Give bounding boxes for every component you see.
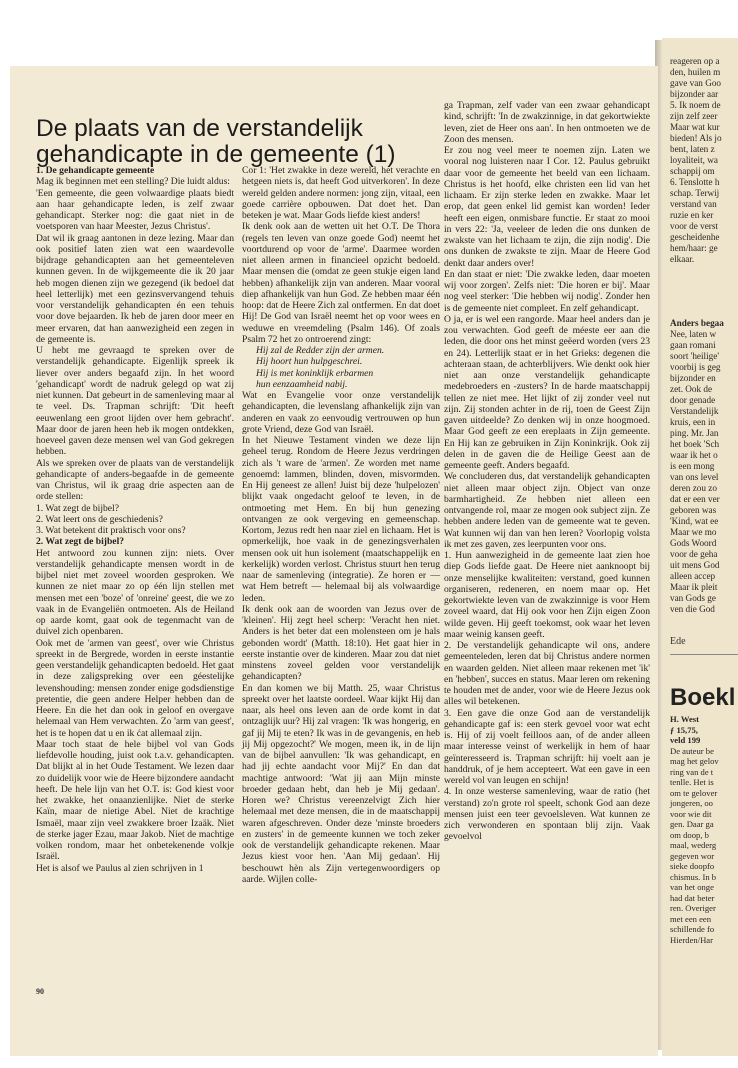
text-line: reageren op a [670, 56, 720, 66]
text-line: van Gods ge [670, 593, 716, 603]
poem-line: Hij hoort hun hulpgeschrei. [256, 356, 363, 368]
divider [670, 654, 738, 655]
text-line: bent, laten z [670, 144, 715, 154]
paragraph: Dat wil ik graag aantonen in deze lezing. Maar dan ook positief laten zien wat een waardevolle bijdrage gehandicapten aan het gemeenteleven kunnen geven. In de wijkgemeente die ik 20 jaar heb mogen dienen zijn we gezegend (ik bedoel dat heel letterlijk) met een gezinsvervangend tehuis voor verstandelijk gehandicapten én een tehuis voor dove bejaarden. Ik heb de jaren door meer en meer ervaren, dat han aanwezigheid een zegen in de gemeente is. [36, 232, 234, 345]
text-line: gen. Daar ga [670, 819, 714, 829]
text-line: ruzie en ker [670, 210, 714, 220]
paragraph: Wat en Evangelie voor onze verstandelijk gehandicapten, die levenslang afhankelijk zijn van anderen en vaak zo eenvoudig vertrouwen op hun grote Vriend, deze God van Israël. [242, 390, 440, 435]
text-line: soort 'heilige' [670, 351, 719, 361]
text-line: Maar ik pleit [670, 582, 718, 592]
text-line: is een mong [670, 461, 715, 471]
text-line: gaan romani [670, 340, 716, 350]
text-line: gescheidenhe [670, 232, 720, 242]
text-line: zet. Ook de [670, 384, 713, 394]
adjacent-fragment-1 [670, 56, 738, 265]
text-line: Maar we mo [670, 527, 717, 537]
text-line: ping. Mr. Jan [670, 428, 719, 438]
text-line: het boek 'Sch [670, 439, 720, 449]
paragraph: In het Nieuwe Testament vinden we deze lijn geheel terug. Rondom de Heere Jezus verdringen zich als 't ware de 'armen'. Ze worden met name genoemd: lammen, blinden, doven, misvormden. En Hij geneest ze allen! Juist bij deze 'hulpelozen' blijkt vaak ongedacht geloof te leven, in de ontmoeting met Hem. En bij hun genezing ontvangen ze ook vergeving en gemeenschap. Kortom, Jezus redt hen naar ziel en lichaam. Het is opmerkelijk, hoe vaak in de genezingsverhalen mensen ook uit hun isolement (maatschappelijk en kerkelijk) worden verlost. Christus stuurt hen terug naar de samenleving (integratie). Ze horen er — wat Hem betreft — helemaal bij als volwaardige leden. [242, 435, 440, 604]
poem-line: Hij is met koninklijk erbarmen [256, 367, 374, 379]
paragraph: U hebt me gevraagd te spreken over de verstandelijk gehandicapte. Eigenlijk spreek ik liever over anders begaafd zijn. In het woord 'gehandicapt' wordt de nadruk gelegd op wat zij niet kunnen. Dat gebeurt in de samenleving maar al te veel. Ds. Trapman schrijft: 'Dit heeft eeuwenlang een groot lijden over hem gebracht'. Maar door de jaren heen heb ik mogen ontdekken, hoeveel gaven deze mensen wel van God gekregen hebben. [36, 345, 234, 458]
text-line: Verstandelijk [670, 406, 719, 416]
paragraph: 1. Hun aanwezigheid in de gemeente laat zien hoe diep Gods liefde gaat. De Heere niet aanknoopt bij onze menselijke kwaliteiten: verstand, goed kunnen organiseren, redeneren, en noem maar op. Het gekortwiekte leven van de zwakzinnige is voor Hem zoveel waard, dat Hij ook voor hen Zijn eigen Zoon wilde geven. Hij geeft toekomst, ook waar het leven maar weinig kansen geeft. [444, 550, 650, 640]
text-line: elkaar. [670, 254, 695, 264]
text-line: bieden! Als jo [670, 133, 722, 143]
paragraph: Ook met de 'armen van geest', over wie Christus spreekt in de Bergrede, worden in eerste instantie geen verstandelijk gehandicapten bedoeld. Het gaat in deze zaligspreking over een géestelijke levenshouding: mensen zonder enige godsdienstige pretentie, die geen andere Helper hebben dan de Heere. En die het dan ook in geloof en overgave helemaal van Hem verwachten. Zo 'arm van geest', het is te hopen dat u en ik ćat allemaal zijn. [36, 637, 234, 739]
paragraph: O ja, er is wel een rangorde. Maar heel anders dan je zou verwachten. God geeft de méeste eer aan die leden, die door ons het minst geëerd worden (vers 23 en 24). Letterlijk staat er in het Grieks: degenen die achteraan staan, de achterblijvers. Wie denkt ook hier niet aan onze verstandelijk gehandicapte medebroeders en -zusters? In de harde maatschappij tellen ze niet mee. Het lijkt of zij zonder veel nut zijn. Zij stonden achter in de rij, toen de Geest Zijn gaven uitdeelde? Zo denken wij in onze hoogmoed. Maar God geeft ze een ereplaats in Zijn gemeente. En Hij kan ze gebruiken in Zijn Koninkrijk. Ook zij delen in de gaven die de Heilige Geest aan de gemeente geeft. Anders begaafd. [444, 313, 650, 471]
text-line: schillende fo [670, 924, 715, 934]
text-line: 5. Ik noem de [670, 100, 721, 110]
text-line: bijzonder en [670, 373, 716, 383]
text-line: den, huilen m [670, 67, 721, 77]
section-heading: 2. Wat zegt de bijbel? [36, 536, 125, 548]
text-line: jongeren, oo [670, 798, 713, 808]
adjacent-fragment-2-lines [670, 329, 738, 615]
text-line: van het onge [670, 882, 714, 892]
paragraph: Mag ik beginnen met een stelling? Die luidt aldus: [36, 176, 230, 188]
paragraph: ga Trapman, zelf vader van een zwaar gehandicapt kind, schrijft: 'In de zwakzinnige, in dat gekortwiekte leven, ziet de Heer ons aan'. In hen ontmoeten we de Zoon des mensen. [444, 100, 650, 145]
text-line: om te gelover [670, 787, 718, 798]
book-info [670, 714, 738, 746]
text-line: Maar wat kur [670, 122, 720, 132]
text-line: door genade [670, 395, 716, 405]
adjacent-fragment-3 [670, 714, 738, 945]
text-line: veld 199 [670, 735, 701, 745]
paragraph: Ik denk ook aan de wetten uit het O.T. De Thora (regels ten leven van onze goede God) neemt het voortdurend op voor de 'arme'. Daarmee worden niet alleen armen in financieel opzicht bedoeld. Maar mensen die (omdat ze geen stukje eigen land hebben) afhankelijk zijn van anderen. Maar vooral diep afhankelijk van hun God. Ze hebben maar één hoop: dat de Heere Zich zal ontfermen. En dat doet Hij! De God van Israël neemt het op voor wees en weduwe en vreemdeling (Psalm 146). Of zoals Psalm 72 het zo ontroerend zingt: [242, 221, 440, 345]
text-line: tenlle. Het is [670, 777, 714, 787]
next-section-heading: Boekl [670, 684, 736, 711]
adjacent-heading: Anders begaa [670, 318, 724, 328]
book-review-lines [670, 746, 738, 946]
text-line: Hierden/Har [670, 934, 713, 945]
text-line: van ons level [670, 472, 719, 482]
adjacent-page [662, 38, 738, 1056]
text-line: verstand van [670, 199, 717, 209]
text-line: zijn zelf zeer [670, 111, 718, 121]
poem-line: Hij zal de Redder zijn der armen. [256, 345, 385, 356]
page-number: 90 [36, 987, 44, 996]
paragraph: 4. In onze westerse samenleving, waar de ratio (het verstand) zo'n grote rol speelt, schonk God aan deze mensen juist een teer gevoelsleven. Wat kunnen ze zich verwonderen en spontaan blij zijn. Vaak gevoelvol [444, 786, 650, 843]
text-line: alleen accep [670, 571, 716, 581]
text-line: om doop, b [670, 829, 709, 840]
paragraph: Het antwoord zou kunnen zijn: niets. Over verstandelijk gehandicapte mensen wordt in de bijbel niet met zoveel woorden gesproken. We kunnen ze niet maar zo op één lijn stellen met mensen met een 'boze' of 'onreine' geest, die we zo vaak in de Evangeliën ontmoeten. Als de Heiland op aarde komt, gaat ook de tegenmacht van de duivel zich openbaren. [36, 547, 234, 638]
text-line: voorbij is geg [670, 362, 721, 372]
text-line: De auteur be [670, 745, 714, 756]
paragraph: Cor 1: 'Het zwakke in deze wereld, het verachte en hetgeen niets is, dat heeft God uitverkoren'. In deze wereld gelden andere normen: jong zijn, vitaal, een goede carrière opbouwen. Dat doet het. Dan beteken je wat. Maar Gods liefde kiest anders! [242, 165, 440, 221]
text-line: Gods Woord [670, 538, 717, 548]
text-line: had dat beter [670, 892, 715, 903]
paragraph: Maar toch staat de hele bijbel vol van Gods liefdevolle houding, juist ook t.a.v. gehandicapten. Dat blijkt al in het Oude Testament. We lezen daar zo duidelijk voor wie de Heere bijzondere aandacht heeft. De hele lijn van het O.T. is: God kiest voor het zwakke, het onaanzienlijke. Niet de sterke Kaïn, maar de nietige Abel. Niet de krachtige Ismaël, maar zijn veel zwakkere broer Izaäk. Niet de sterke jager Ezau, maar Jakob. Niet de machtige volken rondom, maar het onbetekenende volkje Israël. [36, 738, 234, 863]
paragraph: Er zou nog veel meer te noemen zijn. Laten we vooral nog luisteren naar I Cor. 12. Paulus gebruikt daar voor de gemeente het beeld van een lichaam. Christus is het hoofd, elke christen een lid van het lichaam. Er zijn sterke leden en zwakke. Maar let erop, dat geen enkel lid gemist kan worden! Ieder heeft een eigen, onmisbare functie. Er staat zo mooi in vers 22: 'Ja, veeleer de leden die ons dunken de zwakste van het lichaam te zijn, die zijn nodig'. Die ons dunken de zwakste te zijn. Maar de Heere God denkt daar anders over! [444, 145, 650, 269]
text-line: gegeven wor [670, 850, 715, 861]
paragraph: En dan komen we bij Matth. 25, waar Christus spreekt over het laatste oordeel. Waar kijkt Hij dan naar, als heel ons leven aan de orde komt in dat ontzaglijk uur? Hij zal vragen: 'Ik was hongerig, en gaf jij Mij te eten? Ik was in de gevangenis, en heb jij Mij opgezocht?' We mogen, meen ik, in de lijn van de bijbel aanvullen: 'Ik was gehandicapt, en had jij echte aandacht voor Mij?' En dan dat machtige antwoord: 'Wat jij aan Mijn minste broeder gedaan hebt, dan heb je Mij gedaan'. Horen we? Christus vereenzelvigt Zich hier helemaal met deze mensen, die in de maatschappij waren afgeschreven. Onder deze 'minste broeders en zusters' in de gemeente kunnen we toch zeker ook de verstandelijk gehandicapte rekenen. Maar Jezus kiest voor hen. 'Aan Mij gedaan'. Hij beschouwt hèn als Zijn vertegenwoordigers op aarde. Wijlen colle- [242, 682, 440, 885]
text-line: ven die God [670, 604, 715, 614]
text-line: sieke doopfo [670, 861, 715, 871]
text-line: ƒ 15,75, [670, 724, 698, 735]
adjacent-fragment-2 [670, 318, 738, 615]
poem-line: hun eenzaamheid nabij. [256, 378, 348, 390]
text-line: voor de geha [670, 549, 718, 559]
paragraph: 'Een gemeente, die geen volwaardige plaats biedt aan haar gehandicapte leden, is zelf zwaar gehandicapt. Sterker nog: die gaat niet in de voetsporen van haar Meester, Jezus Christus'. [36, 187, 234, 233]
list-item: 3. Wat betekent dit praktisch voor ons? [36, 525, 186, 536]
text-line: hem/haar: ge [670, 243, 718, 253]
text-line: schappij om [670, 166, 715, 176]
text-line: kruis, een in [670, 417, 716, 427]
article-column-2 [242, 165, 440, 885]
text-line: gave van Goo [670, 78, 722, 88]
text-line: uit mens God [670, 560, 720, 570]
paragraph: Als we spreken over de plaats van de verstandelijk gehandicapte of anders-begaafde in de gemeente van Christus, wil ik graag drie aspecten aan de orde stellen: [36, 457, 234, 503]
text-line: voor wie dit [670, 808, 712, 819]
magazine-page [10, 66, 658, 1056]
text-line: deren zou zo [670, 483, 717, 493]
article-title: De plaats van de verstandelijk gehandicapte in de gemeente (1) [36, 115, 396, 168]
text-line: voor de verst [670, 221, 718, 231]
paragraph: Ik denk ook aan de woorden van Jezus over de 'kleinen'. Hij zegt heel scherp: 'Veracht hen niet. Anders is het beter dat een molensteen om je hals gebonden wordt' (Matth. 18:10). Het gaat hier in eerste instantie over de kinderen. Maar zou dat niet minstens zoveel gelden voor verstandelijk gehandicapten? [242, 603, 440, 683]
text-line: geboren was [670, 505, 717, 515]
section-heading: 1. De gehandicapte gemeente [36, 165, 155, 176]
text-line: bijzonder aar [670, 89, 719, 99]
text-line: H. West [670, 714, 699, 724]
text-line: ren. Overiger [670, 903, 716, 913]
text-line: ring van de t [670, 766, 714, 777]
paragraph: 3. Een gave die onze God aan de verstandelijk gehandicapte gaf is: een sterk gevoel voor wat echt is. Hij of zij voelt feilloos aan, of de ander alleen maar interesse veinst of werkelijk in hem of haar geïnteresseerd is. Trapman schrijft: hij voelt aan je handdruk, of je hem accepteert. Wat een gave in een wereld vol van leugen en schijn! [444, 707, 650, 786]
text-line: maal, wederg [670, 840, 717, 850]
text-line: mag het gelov [670, 756, 719, 766]
paragraph: We concluderen dus, dat verstandelijk gehandicapten niet alleen maar object zijn. Object van onze barmhartigheid. Ze hebben niet alleen een ontvangende rol, maar ze mogen ook subject zijn. Ze hebben andere leden van de gemeente wat te geven. Wat kunnen wij dan van hen leren? Voorlopig volsta ik met zes gaven, zes leerpunten voor ons. [444, 471, 650, 550]
list-item: 2. Wat leert ons de geschiedenis? [36, 513, 163, 525]
article-column-3 [444, 100, 650, 843]
paragraph: En dan staat er niet: 'Die zwakke leden, daar moeten wij voor zorgen'. Zelfs niet: 'Die horen er bij'. Maar nog veel sterker: 'Die hebben wij nodig'. Zonder hen is de gemeente niet compleet. En zelf gehandicapt. [444, 268, 650, 314]
text-line: 'Kind, wat ee [670, 516, 719, 526]
signature: Ede [670, 636, 686, 647]
text-line: waar ik het o [670, 450, 718, 460]
text-line: dat er een ver [670, 494, 720, 504]
article-column-1 [36, 165, 234, 874]
paragraph: 2. De verstandelijk gehandicapte wil ons, andere gemeenteleden, leren dat bij Christus andere normen en waarden gelden. Niet alleen maar rekenen met 'ik' en 'hebben', succes en status. Maar leren om rekening te houden met de ander, voor wie de Heere Jezus ook alles wil betekenen. [444, 640, 650, 708]
text-line: loyaliteit, wa [670, 155, 718, 165]
text-line: met een een [670, 913, 712, 924]
text-line: schap. Terwij [670, 188, 720, 198]
text-line: Nee, laten w [670, 329, 717, 339]
text-line: chismus. In b [670, 871, 717, 882]
paragraph: Het is alsof we Paulus al zien schrijven in 1 [36, 862, 204, 874]
text-line: 6. Tenslotte h [670, 177, 720, 187]
list-item: 1. Wat zegt de bijbel? [36, 502, 119, 514]
